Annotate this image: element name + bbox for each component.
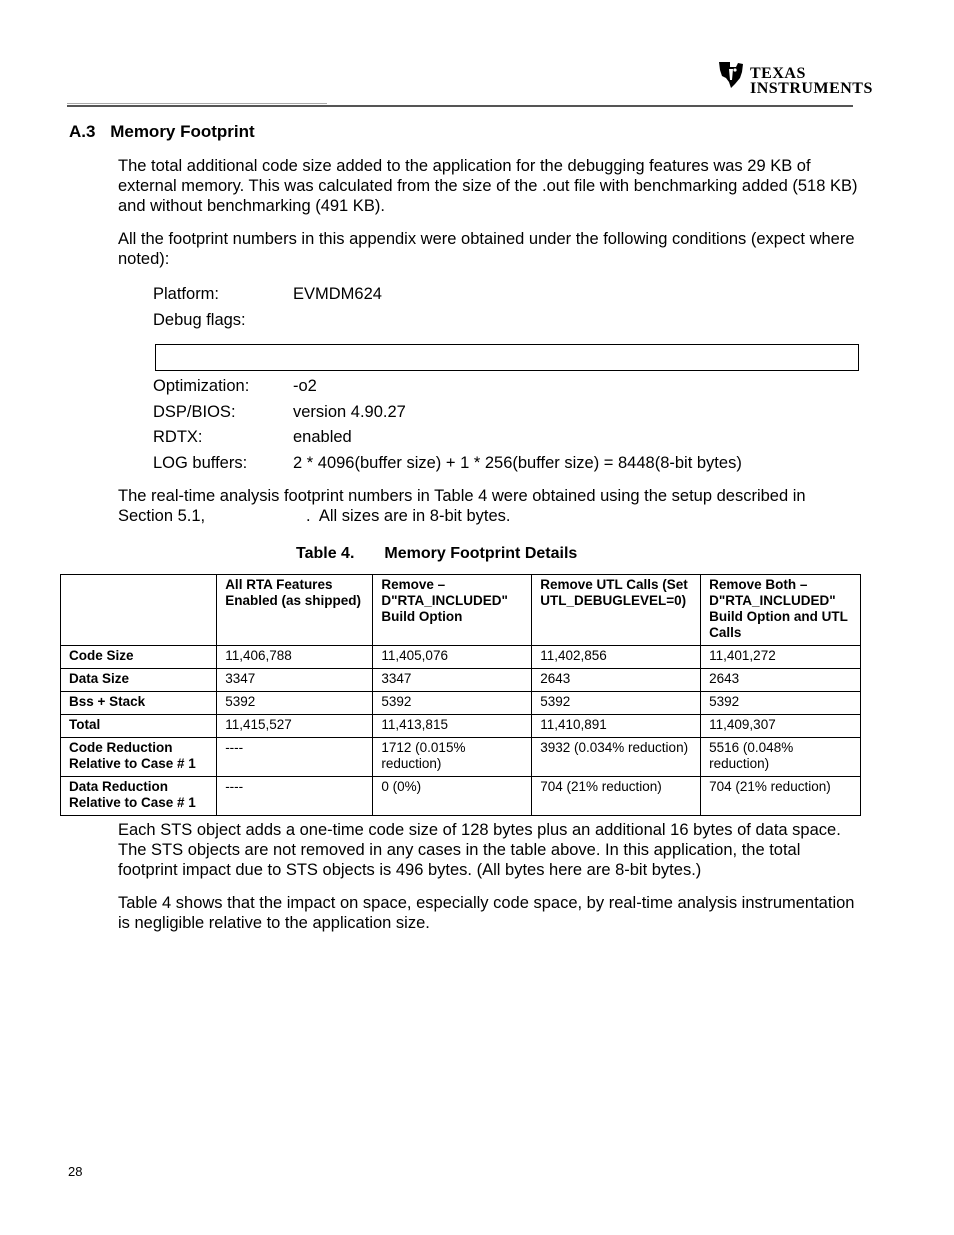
page-number: 28: [68, 1164, 83, 1179]
logo-line-1: TEXAS: [750, 65, 806, 82]
table-cell: 11,410,891: [532, 715, 701, 738]
table-header-cell: All RTA Features Enabled (as shipped): [217, 575, 373, 646]
table-cell: 5392: [217, 692, 373, 715]
table-caption-title: Memory Footprint Details: [384, 545, 578, 562]
condition-value: EVMDM624: [293, 285, 382, 303]
table-cell: 3347: [217, 669, 373, 692]
table-cell: 11,401,272: [701, 646, 861, 669]
table-header-row: [61, 575, 861, 646]
condition-value: version 4.90.27: [293, 403, 406, 421]
table-header-cell: Remove UTL Calls (Set UTL_DEBUGLEVEL=0): [532, 575, 701, 646]
table-caption: [296, 545, 577, 563]
condition-value: enabled: [293, 428, 352, 446]
table-cell: 2643: [532, 669, 701, 692]
table-row: [61, 777, 861, 816]
row-header: Data Size: [61, 669, 217, 692]
logo-line-2: INSTRUMENTS: [750, 80, 873, 97]
table-cell: 5392: [373, 692, 532, 715]
condition-label: RDTX:: [153, 428, 203, 446]
table-cell: 11,409,307: [701, 715, 861, 738]
condition-label: LOG buffers:: [153, 454, 248, 472]
sts-paragraph: Each STS object adds a one-time code size of 128 bytes plus an additional 16 bytes of data space. The STS objects are not removed in any cases in the table above. In this application, the total footprint impact due to STS objects is 496 bytes. (All bytes here are 8-bit bytes.): [118, 821, 841, 879]
ti-logo-icon: [716, 60, 746, 90]
condition-label: Optimization:: [153, 377, 250, 395]
condition-value: 2 * 4096(buffer size) + 1 * 256(buffer size) = 8448(8-bit bytes): [293, 454, 742, 472]
table-header-cell: Remove –D"RTA_INCLUDED" Build Option: [373, 575, 532, 646]
condition-label: Platform:: [153, 285, 220, 303]
rta-paragraph: The real-time analysis footprint numbers in Table 4 were obtained using the setup described in Section 5.1, . All sizes are in 8-bit bytes.: [118, 487, 811, 525]
row-header: Bss + Stack: [61, 692, 217, 715]
table-cell: 5392: [701, 692, 861, 715]
table-cell: 1712 (0.015% reduction): [373, 738, 532, 777]
table-row: [61, 692, 861, 715]
table-cell: 0 (0%): [373, 777, 532, 816]
table-cell: 704 (21% reduction): [701, 777, 861, 816]
conditions-intro-paragraph: All the footprint numbers in this appendix were obtained under the following conditions (expect where noted):: [118, 230, 855, 268]
header-rule: [67, 105, 853, 107]
table-row: [61, 646, 861, 669]
intro-paragraph: The total additional code size added to the application for the debugging features was 29 KB of external memory. This was calculated from the size of the .out file with benchmarking added (518 KB) and without benchmarking (491 KB).: [118, 157, 858, 215]
memory-footprint-table: [60, 574, 861, 816]
debug-flags-box: [155, 344, 859, 371]
conclusion-paragraph: Table 4 shows that the impact on space, especially code space, by real-time analysis instrumentation is negligible relative to the application size.: [118, 894, 855, 932]
table-cell: 2643: [701, 669, 861, 692]
table-header-cell: Remove Both –D"RTA_INCLUDED" Build Option and UTL Calls: [701, 575, 861, 646]
row-header: Code Size: [61, 646, 217, 669]
row-header: Data Reduction Relative to Case # 1: [61, 777, 217, 816]
table-row: [61, 738, 861, 777]
table-cell: 3932 (0.034% reduction): [532, 738, 701, 777]
table-cell: 704 (21% reduction): [532, 777, 701, 816]
section-title: Memory Footprint: [110, 122, 255, 141]
table-cell: 11,402,856: [532, 646, 701, 669]
table-cell: ----: [217, 777, 373, 816]
condition-label: Debug flags:: [153, 311, 246, 329]
table-row: [61, 715, 861, 738]
table-header-cell: [61, 575, 217, 646]
table-cell: 11,413,815: [373, 715, 532, 738]
section-number: A.3: [69, 122, 96, 141]
texas-instruments-logo: [716, 60, 873, 104]
table-cell: 3347: [373, 669, 532, 692]
table-cell: ----: [217, 738, 373, 777]
table-row: [61, 669, 861, 692]
table-cell: 11,415,527: [217, 715, 373, 738]
section-heading: [69, 122, 255, 142]
condition-label: DSP/BIOS:: [153, 403, 236, 421]
row-header: Total: [61, 715, 217, 738]
row-header: Code Reduction Relative to Case # 1: [61, 738, 217, 777]
table-cell: 11,405,076: [373, 646, 532, 669]
table-cell: 5516 (0.048% reduction): [701, 738, 861, 777]
table-caption-number: Table 4.: [296, 545, 355, 562]
table-cell: 5392: [532, 692, 701, 715]
condition-value: -o2: [293, 377, 317, 395]
table-cell: 11,406,788: [217, 646, 373, 669]
header-rule-thin: [67, 103, 327, 104]
